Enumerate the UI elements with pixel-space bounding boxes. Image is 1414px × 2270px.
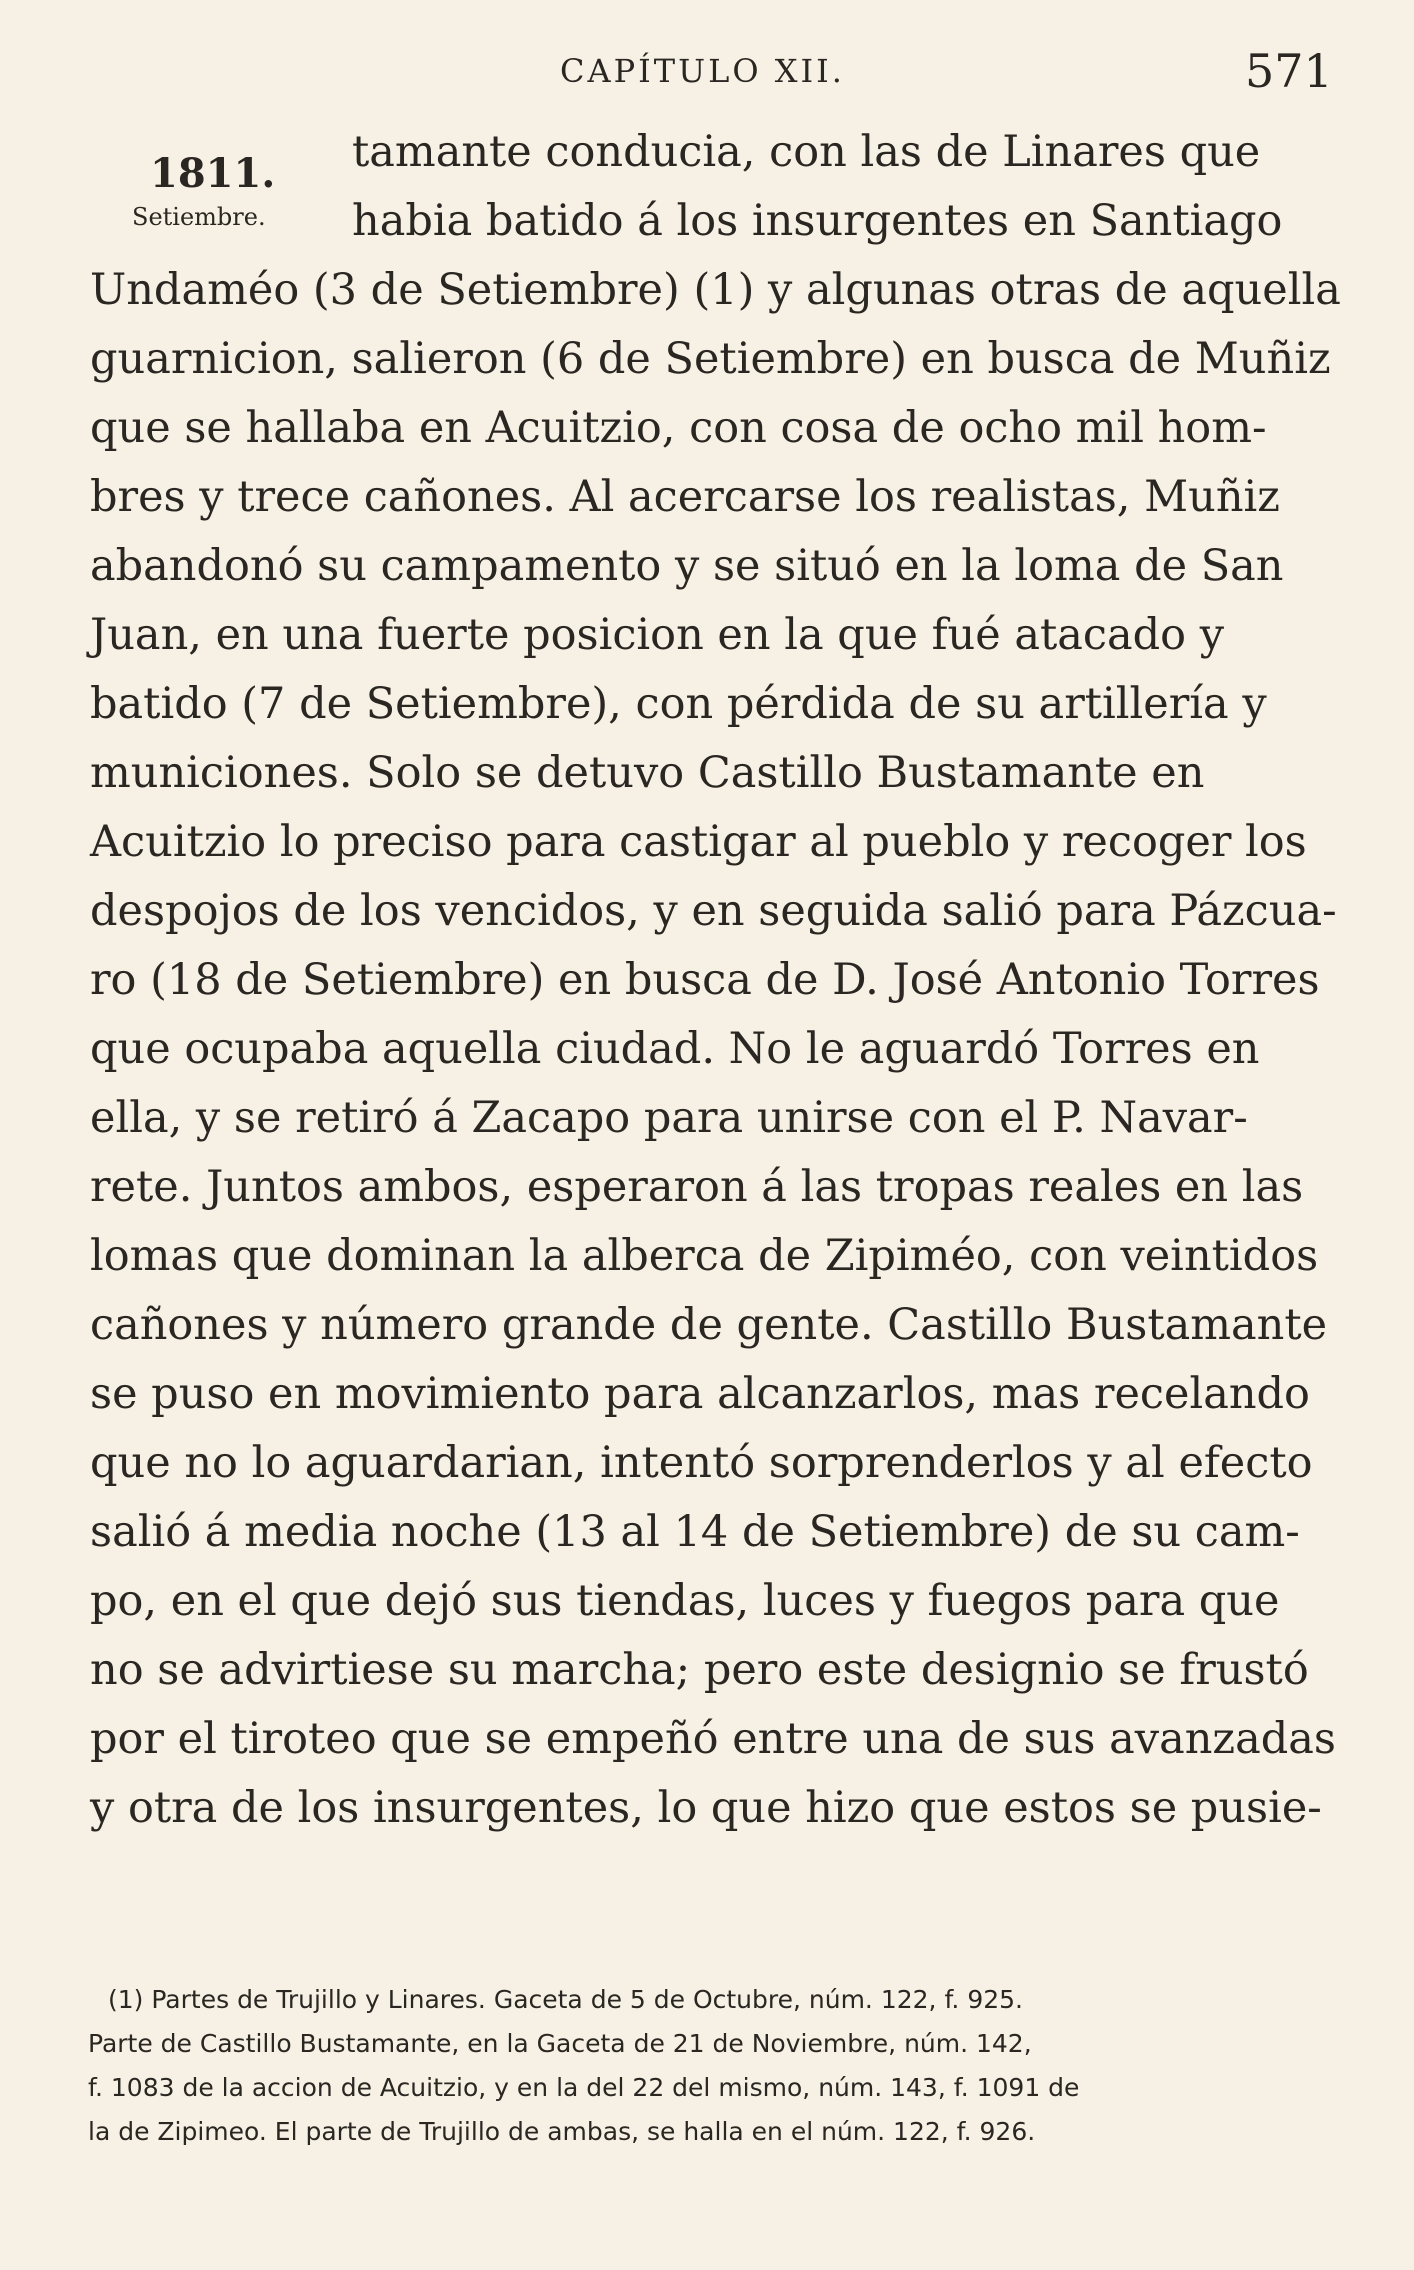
margin-year: 1811. bbox=[150, 150, 276, 197]
text-line: habia batido á los insurgentes en Santiago bbox=[352, 196, 1283, 246]
text-line: despojos de los vencidos, y en seguida salió para Pázcua- bbox=[90, 886, 1337, 936]
footnote-line: Parte de Castillo Bustamante, en la Gaceta de 21 de Noviembre, núm. 142, bbox=[88, 2029, 1032, 2058]
text-line: Juan, en una fuerte posicion en la que fué atacado y bbox=[90, 610, 1224, 660]
text-line: tamante conducia, con las de Linares que bbox=[352, 127, 1261, 177]
body-text bbox=[90, 118, 1341, 1843]
text-line: que no lo aguardarian, intentó sorprenderlos y al efecto bbox=[90, 1438, 1313, 1488]
text-line: rete. Juntos ambos, esperaron á las tropas reales en las bbox=[90, 1162, 1304, 1212]
text-line: por el tiroteo que se empeñó entre una de sus avanzadas bbox=[90, 1714, 1336, 1764]
running-header: CAPÍTULO XII. bbox=[560, 52, 845, 90]
text-line: y otra de los insurgentes, lo que hizo que estos se pusie- bbox=[90, 1783, 1322, 1833]
text-line: Undaméo (3 de Setiembre) (1) y algunas otras de aquella bbox=[90, 265, 1341, 315]
margin-month: Setiembre. bbox=[132, 203, 266, 231]
text-line: salió á media noche (13 al 14 de Setiembre) de su cam- bbox=[90, 1507, 1300, 1557]
text-line: bres y trece cañones. Al acercarse los realistas, Muñiz bbox=[90, 472, 1280, 522]
text-line: se puso en movimiento para alcanzarlos, mas recelando bbox=[90, 1369, 1310, 1419]
text-line: cañones y número grande de gente. Castillo Bustamante bbox=[90, 1300, 1328, 1350]
footnote-line: la de Zipimeo. El parte de Trujillo de ambas, se halla en el núm. 122, f. 926. bbox=[88, 2117, 1036, 2146]
text-line: Acuitzio lo preciso para castigar al pueblo y recoger los bbox=[90, 817, 1307, 867]
text-line: batido (7 de Setiembre), con pérdida de su artillería y bbox=[90, 679, 1267, 729]
text-line: ro (18 de Setiembre) en busca de D. José Antonio Torres bbox=[90, 955, 1320, 1005]
text-line: que se hallaba en Acuitzio, con cosa de ocho mil hom- bbox=[90, 403, 1267, 453]
text-line: lomas que dominan la alberca de Zipiméo, con veintidos bbox=[90, 1231, 1319, 1281]
footnote bbox=[88, 1978, 1338, 2154]
footnote-line: (1) Partes de Trujillo y Linares. Gaceta de 5 de Octubre, núm. 122, f. 925. bbox=[108, 1985, 1023, 2014]
text-line: que ocupaba aquella ciudad. No le aguardó Torres en bbox=[90, 1024, 1260, 1074]
text-line: po, en el que dejó sus tiendas, luces y fuegos para que bbox=[90, 1576, 1280, 1626]
text-line: ella, y se retiró á Zacapo para unirse con el P. Navar- bbox=[90, 1093, 1248, 1143]
page-number: 571 bbox=[1245, 44, 1333, 98]
text-line: no se advirtiese su marcha; pero este designio se frustó bbox=[90, 1645, 1309, 1695]
text-line: municiones. Solo se detuvo Castillo Bustamante en bbox=[90, 748, 1205, 798]
footnote-line: f. 1083 de la accion de Acuitzio, y en la del 22 del mismo, núm. 143, f. 1091 de bbox=[88, 2073, 1080, 2102]
text-line: guarnicion, salieron (6 de Setiembre) en busca de Muñiz bbox=[90, 334, 1331, 384]
text-line: abandonó su campamento y se situó en la loma de San bbox=[90, 541, 1284, 591]
